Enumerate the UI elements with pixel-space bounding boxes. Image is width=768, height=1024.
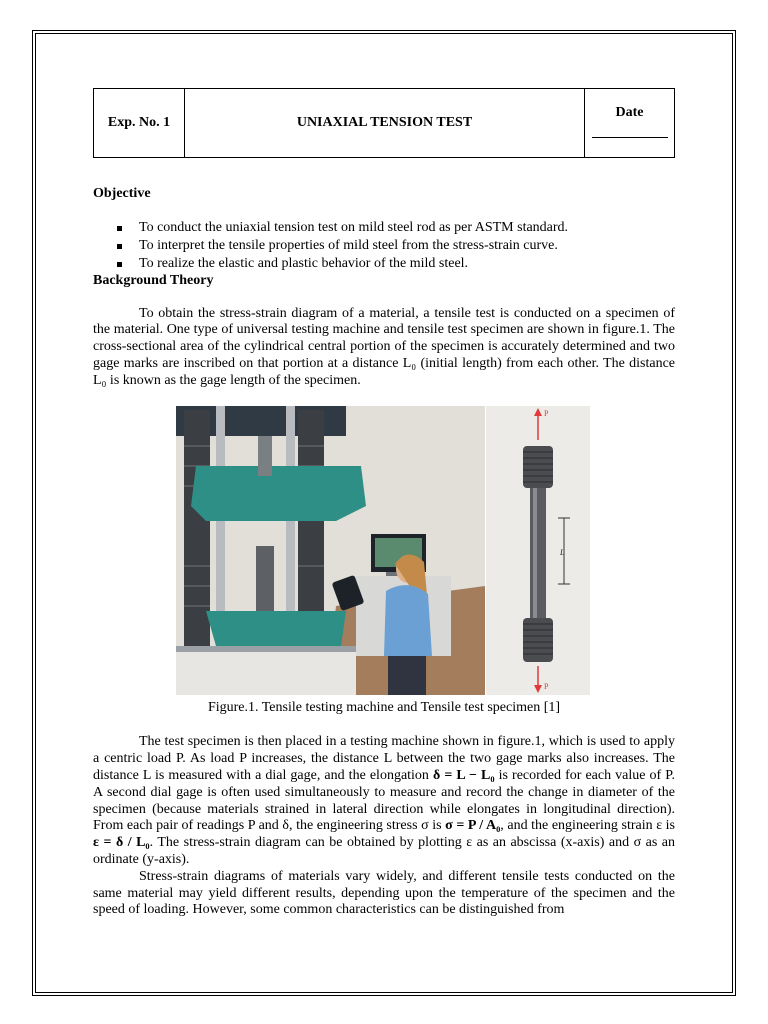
experiment-title: UNIAXIAL TENSION TEST xyxy=(185,89,585,157)
elongation-equation: δ = L − L₀ xyxy=(433,767,495,783)
date-cell xyxy=(585,89,674,157)
testing-paragraph xyxy=(93,734,675,868)
figure-1 xyxy=(93,406,675,698)
testing-text-3: , and the engineering strain ε is xyxy=(500,818,675,834)
objective-item: To realize the elastic and plastic behavior of the mild steel. xyxy=(117,255,675,273)
figure-caption: Figure.1. Tensile testing machine and Tensile test specimen [1] xyxy=(207,699,561,715)
background-heading: Background Theory xyxy=(93,272,214,288)
testing-text-1: The test specimen is then placed in a testing machine shown in figure.1, which is used to apply a centric load P. As load P increases, the distance L between the two gage marks also increases. The distance L is measured with a dial gage, and the elongation xyxy=(93,734,675,783)
stress-strain-paragraph: Stress-strain diagrams of materials vary widely, and different tensile tests conducted on the same material may yield different results, depending upon the temperature of the specimen and the speed of loading. However, some common characteristics can be distinguished from xyxy=(93,868,675,918)
date-label: Date xyxy=(615,105,644,120)
load-label-top: P xyxy=(544,408,549,418)
strain-equation: ε = δ / L₀ xyxy=(93,835,150,851)
objective-list xyxy=(93,219,675,273)
testing-text-2: is recorded for each value of P. A second dial gage is often used simultaneously to measure and record the change in diameter of the specimen (because materials strained in lateral direction while elongates in longitudinal direction). From each pair of readings P and δ, the engineering stress σ is xyxy=(93,767,675,834)
testing-text-4: . The stress-strain diagram can be obtained by plotting ε as an abscissa (x-axis) and σ as an ordinate (y-axis). xyxy=(93,835,675,867)
load-label-bottom: P xyxy=(544,681,549,691)
experiment-number: Exp. No. 1 xyxy=(94,89,185,157)
objective-heading: Objective xyxy=(93,186,151,201)
tensile-testing-machine-photo xyxy=(176,406,485,695)
background-paragraph: To obtain the stress-strain diagram of a material, a tensile test is conducted on a specimen of the material. One type of universal testing machine and tensile test specimen are shown in figure.1. The cross-sectional area of the cylindrical central portion of the specimen is accurately determined and two gage marks are inscribed on that portion at a distance L₀ (initial length) from each other. The distance L₀ is known as the gage length of the specimen. xyxy=(93,305,675,388)
document-body xyxy=(93,186,675,919)
tensile-specimen-diagram xyxy=(486,406,590,695)
objective-item: To conduct the uniaxial tension test on mild steel rod as per ASTM standard. xyxy=(117,219,675,237)
date-line xyxy=(592,137,668,138)
experiment-header-table xyxy=(93,88,675,158)
objective-item: To interpret the tensile properties of mild steel from the stress-strain curve. xyxy=(117,237,675,255)
stress-equation: σ = P / A₀ xyxy=(445,818,501,834)
gage-length-label: L xyxy=(560,547,565,557)
